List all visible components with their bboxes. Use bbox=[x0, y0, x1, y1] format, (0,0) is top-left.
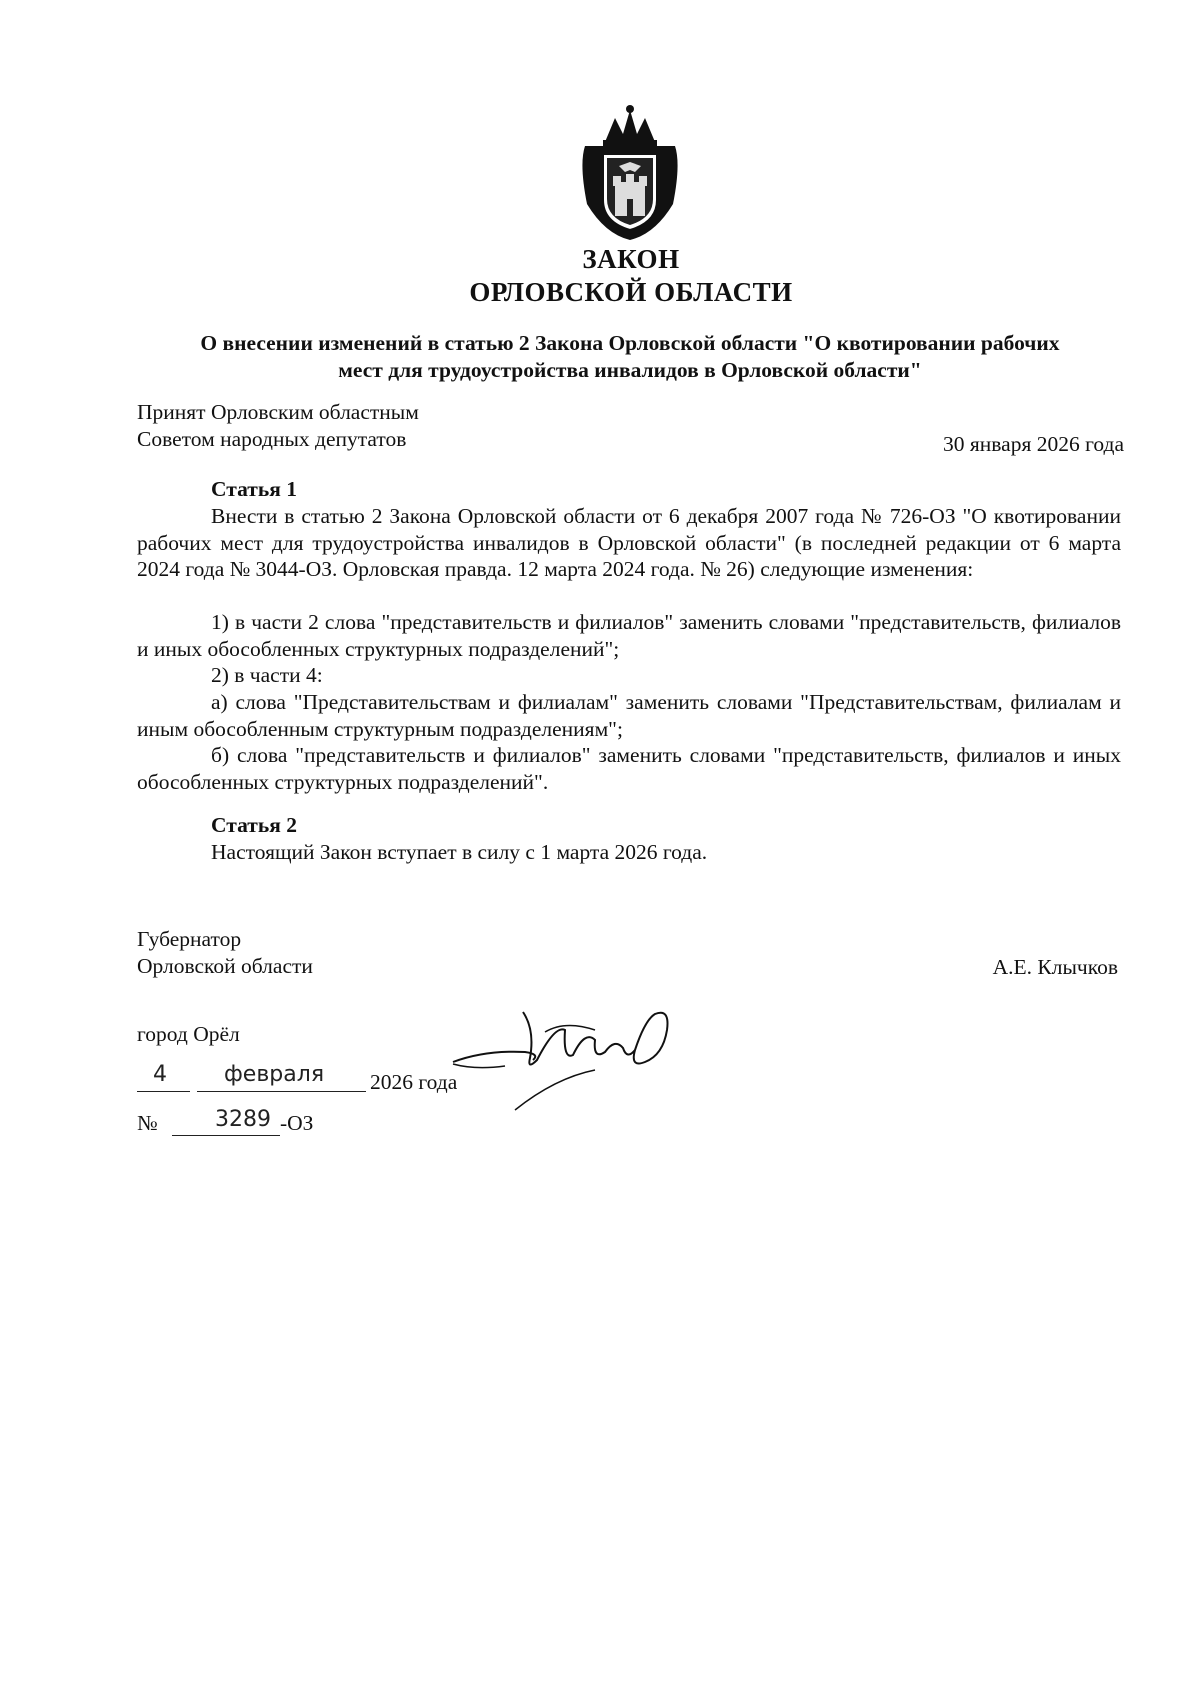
article1-item2a: а) слова "Представительствам и филиалам" заменить словами "Представительствам, филиалам и иным обособленным структурным подразделениям"; bbox=[137, 690, 1121, 741]
article1-item2b: б) слова "представительств и филиалов" заменить словами "представительств, филиалов и иных обособленных структурных подразделений". bbox=[137, 743, 1121, 794]
city-label: город Орёл bbox=[137, 1022, 240, 1046]
law-subtitle bbox=[135, 330, 1125, 384]
article2-text: Настоящий Закон вступает в силу с 1 марта 2026 года. bbox=[211, 840, 708, 864]
signatory-name: А.Е. Клычков bbox=[992, 955, 1118, 979]
law-subtitle-line1: О внесении изменений в статью 2 Закона Орловской области "О квотировании рабочих bbox=[200, 331, 1060, 355]
law-number: 3289 bbox=[215, 1107, 271, 1132]
day-underline bbox=[137, 1091, 190, 1092]
adoption-line1: Принят Орловским областным bbox=[137, 400, 419, 424]
article1-item1: 1) в части 2 слова "представительств и филиалов" заменить словами "представительств, филиалов и иных обособленных структурных подразделений"; bbox=[137, 610, 1121, 661]
coat-of-arms-icon bbox=[575, 104, 685, 244]
article2-heading: Статья 2 bbox=[211, 813, 297, 837]
date-day: 4 bbox=[153, 1062, 167, 1087]
number-underline bbox=[172, 1135, 280, 1136]
article1-item2: 2) в части 4: bbox=[211, 663, 323, 687]
handwritten-signature bbox=[445, 1000, 700, 1112]
region-title: ОРЛОВСКОЙ ОБЛАСТИ bbox=[469, 277, 793, 307]
month-underline bbox=[197, 1091, 366, 1092]
signatory-position-line2: Орловской области bbox=[137, 954, 313, 978]
date-year: 2026 года bbox=[370, 1070, 458, 1094]
document-type-title: ЗАКОН bbox=[582, 244, 680, 274]
article1-intro: Внести в статью 2 Закона Орловской области от 6 декабря 2007 года № 726-ОЗ "О квотировании рабочих мест для трудоустройства инвалидов в Орловской области" (в последней редакции от 6 марта 2024 года № 3044-ОЗ. Орловская правда. 12 марта 2024 года. № 26) следующие изменения: bbox=[137, 504, 1121, 581]
number-sign: № bbox=[137, 1111, 158, 1135]
signatory-position-line1: Губернатор bbox=[137, 927, 242, 951]
adoption-line2: Советом народных депутатов bbox=[137, 427, 407, 451]
adoption-date: 30 января 2026 года bbox=[943, 432, 1124, 456]
law-subtitle-line2: мест для трудоустройства инвалидов в Орловской области" bbox=[338, 358, 922, 382]
article1-heading: Статья 1 bbox=[211, 477, 297, 501]
date-month: февраля bbox=[224, 1062, 325, 1087]
number-suffix: -ОЗ bbox=[280, 1111, 314, 1135]
